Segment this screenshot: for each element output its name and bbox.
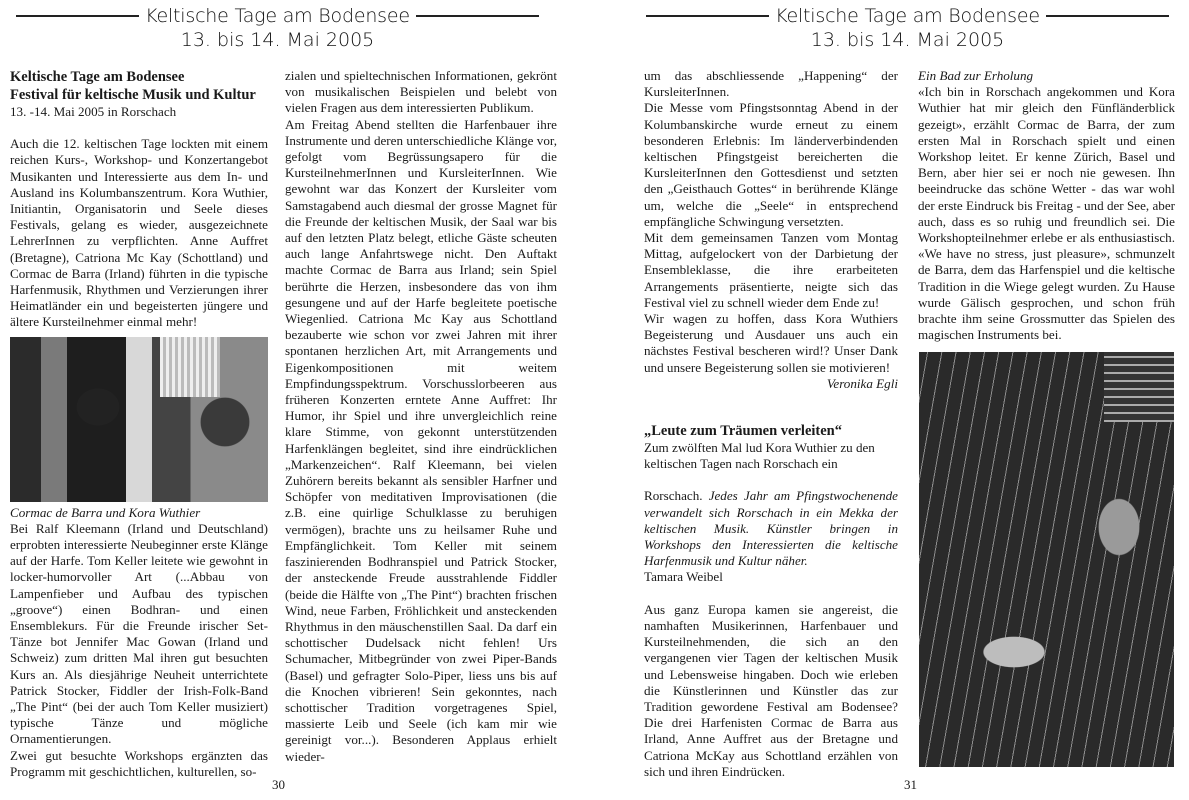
header-rule-left (646, 15, 769, 16)
paragraph: zialen und spieltechnischen Informationen, gekrönt von musikalischen Beispielen und belebt von vielen Fragen aus dem interessierten Publikum. (285, 68, 557, 116)
paragraph: um das abschliessende „Happening“ der KursleiterInnen. (644, 68, 898, 100)
article-column-3 (644, 68, 898, 780)
header-title: Keltische Tage am Bodensee (145, 5, 410, 27)
page-30 (0, 0, 580, 800)
page-number: 30 (272, 777, 285, 792)
paragraph: Auch die 12. keltischen Tage lockten mit einem reichen Kurs-, Workshop- und Konzertangebot Musikanten und Interessierte aus dem In- und Ausland ins Kolumbanszentrum. Kora Wuthier, Initiantin, Organisatorin und Seele dieses Festivals, gelang es wieder, ausgezeichnete LehrerInnen zu verpflichten. Anne Auffret (Bretagne), Catriona Mc Kay (Schottland) und Cormac de Barra (Irland) führten in die typische Harfenmusik, Rhythmen und Verzierungen ihrer Heimatländer ein und begeisterten jüngere und ältere Kursteilnehmer einmal mehr! (10, 136, 268, 330)
header-date: 13. bis 14. Mai 2005 (180, 29, 375, 51)
paragraph: «Ich bin in Rorschach angekommen und Kora Wuthier hat mir gleich den Fünfländerblick gezeigt», erzählt Cormac de Barra, der zum ersten Mal in Rorschach spielt und einen Workshop leitet. Er kenne Zürich, Basel und Bern, aber hier sei er noch nie gewesen. Ihn beeindrucke das schöne Wetter - das war wohl der erste Eindruck bis Freitag - und der See, aber auch, dass es so ruhig und freundlich sei. Die Workshopteilnehmer erlebe er als enthusiastisch. «We have no stress, just pleasure», schmunzelt de Barra, dem das Harfenspiel und die keltische Tradition in die Wiege gelegt wurden. Zu Hause wurde Gälisch gesprochen, und schon früh brachte ihm seine Grossmutter das Spielen des magischen Instruments bei. (918, 84, 1175, 343)
photo-harpist-cormac (919, 352, 1174, 767)
lead-text: Jedes Jahr am Pfingstwochenende verwandelt sich Rorschach in ein Mekka der keltischen Musik. Künstler bringen in Workshops den Interessierten die keltische Harfenmusik und Kultur näher. (644, 488, 898, 569)
article-column-1 (10, 68, 268, 780)
section-subhead: Ein Bad zur Erholung (918, 68, 1034, 83)
article-subheadline: Festival für keltische Musik und Kultur (10, 87, 256, 103)
article-dateline: 13. -14. Mai 2005 in Rorschach (10, 104, 177, 119)
photo-harpists (10, 337, 268, 502)
header-title: Keltische Tage am Bodensee (775, 5, 1040, 27)
paragraph: Am Freitag Abend stellten die Harfenbauer ihre Instrumente und deren unterschiedliche Klänge vor, gefolgt vom Begrüssungsapero für die KursteilnehmerInnen und KursleiterInnen. Wie gewohnt war das Konzert der Kursleiter vom Samstagabend auch diesmal der grosse Magnet für die Freunde der keltischen Musik, der Saal war bis auf den letzten Platz belegt, etliche Gäste scheuten auch lange Anfahrtswege nicht. Den Auftakt machte Cormac de Barra aus Irland; sein Spiel berührte die Herzen, insbesondere das von ihm gesungene und auf der Harfe begleitete poetische Wiegenlied. Catriona Mc Kay aus Schottland bezauberte wie schon vor zwei Jahren mit ihrer spontanen herzlichen Art, mit Arrangements und Eigenkompositionen mit weitem Empfindungsspektrum. Vorschusslorbeeren aus früheren Konzerten erntete Anne Auffret: Ihr Humor, ihr Spiel und ihre unvergleichlich reine klare Stimme, von gekonnt unterstützenden Harfenklängen begleitet, sind ihre eindrücklichen „Markenzeichen“. Ralf Kleemann, bei vielen Zuhörern bereits bekannt als sensibler Harfner und Schöpfer von meditativen Improvisationen (die z.B. eine quirlige Schulklasse zu beruhigen vermögen), brachte uns zu heilsamer Ruhe und Empfänglichkeit. Tom Keller mit seinem faszinierenden Bodhranspiel und Patrick Stocker, der ansteckende Freude ausstrahlende Fiddler (beide die Hälfte von „The Pint“) brachten frischen Wind, neue Farben, Fröhlichkeit und ansteckenden Rhythmus in den mäuschenstillen Saal. Da darf ein schottischer Dudelsack nicht fehlen! Urs Schumacher, Mitbegründer von zwei Piper-Bands (Basel) und gefragter Solo-Piper, liess uns bis auf die Knochen vibrieren! Sein gekonntes, nach schottischer Tradition vorgetragenes Spiel, massierte Leib und Seele (ich kam mir wie gereinigt vor...). Besonderen Applaus erhielt wieder- (285, 116, 557, 764)
paragraph: Mit dem gemeinsamen Tanzen vom Montag Mittag, aufgelockert von der Darbietung der Ensembleklasse, die ihre erarbeiteten Arrangements präsentierte, neigte sich das Festival viel zu schnell wieder dem Ende zu! (644, 230, 898, 310)
header-date: 13. bis 14. Mai 2005 (810, 29, 1005, 51)
article-headline: Keltische Tage am Bodensee (10, 69, 185, 85)
header-rule-left (16, 15, 139, 16)
header-rule-right (1046, 15, 1169, 16)
paragraph: Bei Ralf Kleemann (Irland und Deutschland) erprobten interessierte Neubeginner erste Klänge auf der Harfe. Tom Keller leitete wie gewohnt in locker-humorvoller Art (...Abbau von Lampenfieber und Aufbau des typischen „groove“) einen Bodhran- und einen Ensemblekurs. Für die Freunde irischer Set-Tänze bot Jennifer Mac Gowan (Irland und Schweiz) zum dritten Mal ihren gut besuchten Kurs an. Als diesjährige Neuheit unterrichtete Patrick Stocker, Fiddler der Irish-Folk-Band „The Pint“ (bei der auch Tom Keller musiziert) typische Tänze und mögliche Ornamentierungen. (10, 520, 268, 747)
author-byline-2: Tamara Weibel (644, 569, 723, 585)
paragraph: Wir wagen zu hoffen, dass Kora Wuthiers Begeisterung und Ausdauer uns auch ein nächstes Festival bescheren wird!? Unser Dank und unsere Begeisterung sollen sie motivieren! (644, 311, 898, 375)
page-number: 31 (904, 777, 917, 792)
article-column-2 (285, 68, 557, 765)
paragraph: Aus ganz Europa kamen sie angereist, die namhaften Musikerinnen, Harfenbauer und Kursteilnehmenden, die sich an den vergangenen vier Tagen der keltischen Musik und Lebensweise hingaben. Doch wie erleben die Künstlerinnen und Künstler das zur Tradition gewordene Festival am Bodensee? Die drei Harfenisten Cormac de Barra aus Irland, Anne Auffret aus der Bretagne und Catriona McKay aus Schottland erzählen von sich und ihren Eindrücken. (644, 601, 898, 779)
paragraph: Zwei gut besuchte Workshops ergänzten das Programm mit geschichtlichen, kulturellen, so- (10, 747, 268, 779)
lead-paragraph (644, 488, 898, 569)
running-header (10, 4, 545, 52)
lead-place: Rorschach. (644, 488, 703, 504)
author-byline: Veronika Egli (826, 375, 898, 391)
photo-caption: Cormac de Barra und Kora Wuthier (10, 504, 201, 520)
article-subhead-2: Zum zwölften Mal lud Kora Wuthier zu den keltischen Tagen nach Rorschach ein (644, 440, 875, 472)
article-column-4 (918, 68, 1175, 343)
paragraph: Die Messe vom Pfingstsonntag Abend in der Kolumbanskirche wurde erneut zu einem besonderen Erlebnis: Im länderverbindenden keltischen Pfingstgeist bereicherten die KursleiterInnen den Gottesdienst und setzten den „Geisthauch Gottes“ in berührende Klänge um, welche die „Seele“ in entsprechend empfängliche Schwingung versetzten. (644, 100, 898, 229)
article-headline-2: „Leute zum Träumen verleiten“ (644, 423, 842, 440)
header-rule-right (416, 15, 539, 16)
running-header (640, 4, 1175, 52)
